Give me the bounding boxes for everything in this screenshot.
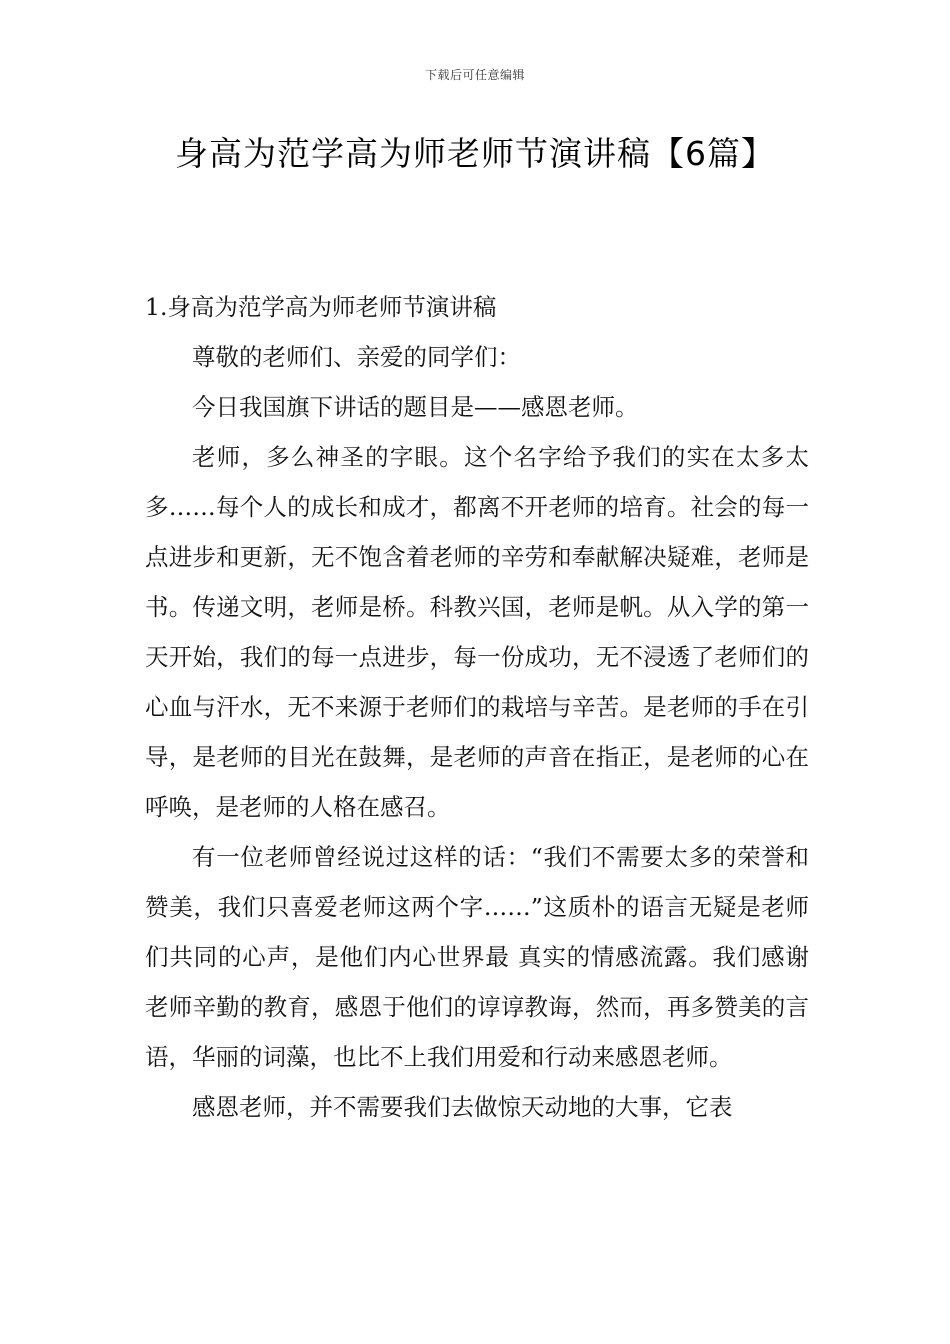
topic-paragraph: 今日我国旗下讲话的题目是——感恩老师。 <box>192 393 639 421</box>
body-paragraph: 有一位老师曾经说过这样的话：“我们不需要太多的荣誉和赞美，我们只喜爱老师这两个字……”这质朴的语言无疑是老师们共同的心声，是他们内心世界最 真实的情感流露。我们感谢老师辛勤的教育，感恩于他们的谆谆教诲，然而，再多赞美的言语，华丽的词藻，也比不上我们用爱和行动来感恩老师。 <box>145 843 809 1071</box>
section-heading: 1.身高为范学高为师老师节演讲稿 <box>145 293 497 321</box>
header-note: 下载后可任意编辑 <box>424 68 525 82</box>
document-body <box>145 282 809 1132</box>
body-paragraph: 感恩老师，并不需要我们去做惊天动地的大事，它表 <box>192 1093 733 1121</box>
document-title: 身高为范学高为师老师节演讲稿【6篇】 <box>175 134 775 173</box>
body-paragraph: 老师，多么神圣的字眼。这个名字给予我们的实在太多太多……每个人的成长和成才，都离不开老师的培育。社会的每一点进步和更新，无不饱含着老师的辛劳和奉献解决疑难，老师是书。传递文明，老师是桥。科教兴国，老师是帆。从入学的第一天开始，我们的每一点进步，每一份成功，无不浸透了老师们的心血与汗水，无不来源于老师们的栽培与辛苦。是老师的手在引导，是老师的目光在鼓舞，是老师的声音在指正，是老师的心在呼唤，是老师的人格在感召。 <box>145 443 809 821</box>
salutation-paragraph: 尊敬的老师们、亲爱的同学们： <box>192 343 521 371</box>
